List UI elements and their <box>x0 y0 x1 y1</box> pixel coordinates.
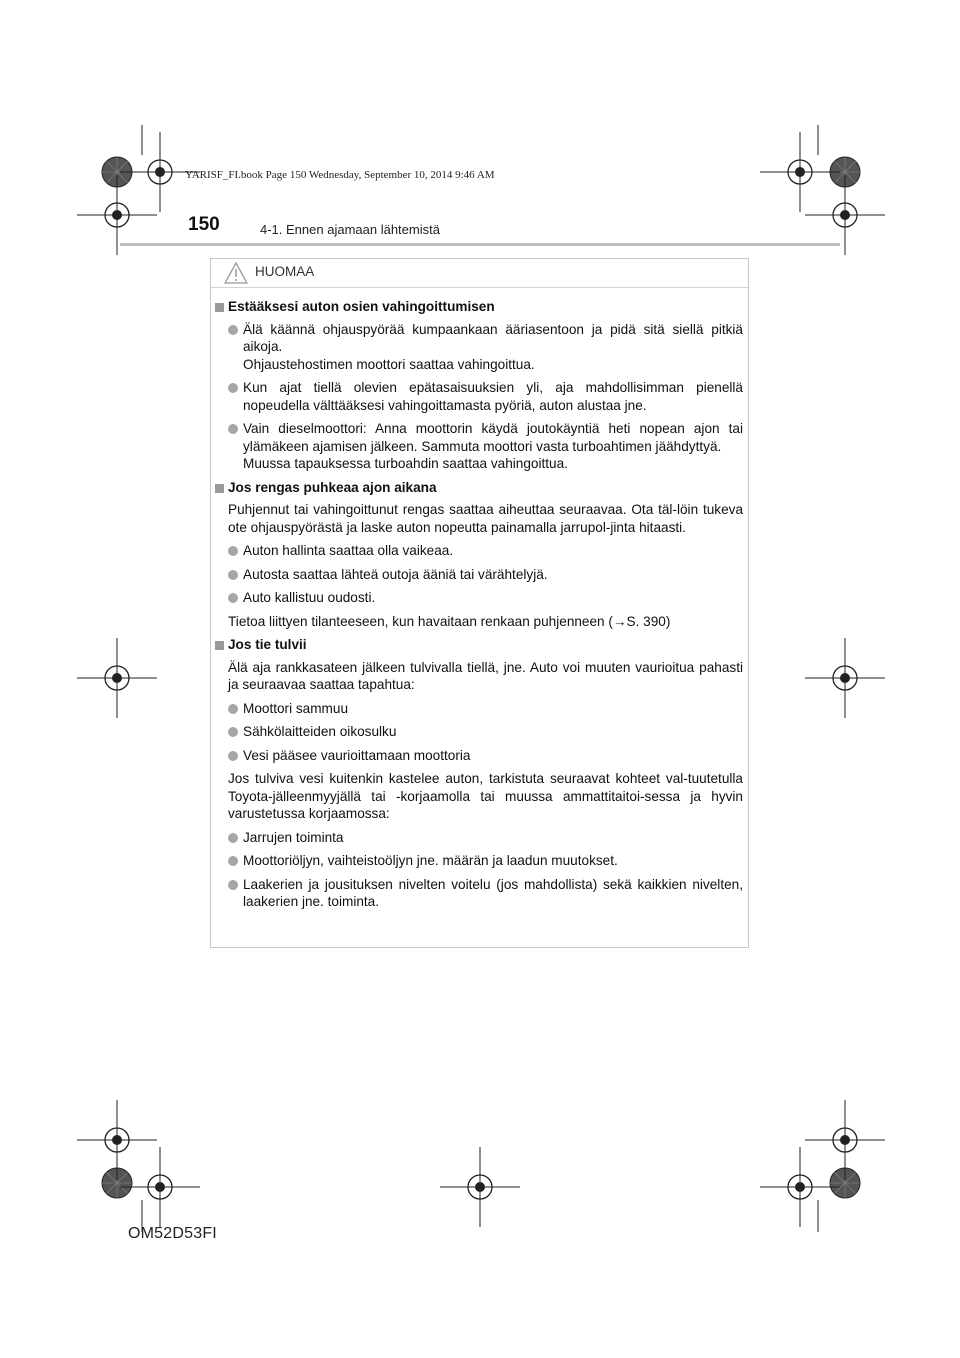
list-item <box>215 542 743 560</box>
section-title: 4-1. Ennen ajamaan lähtemistä <box>260 222 440 237</box>
list-item-text: Ohjaustehostimen moottori saattaa vahingoittua. <box>243 356 535 372</box>
paragraph: Jos tulviva vesi kuitenkin kastelee auton, tarkistuta seuraavat kohteet val-tuutetulla Toyota-jälleenmyyjällä tai -korjaamolla tai muussa ammattitaitoi-sessa ja hyvin varustetussa korjaamossa: <box>228 771 743 821</box>
list-item <box>215 829 743 847</box>
paragraph: Tietoa liittyen tilanteeseen, kun havaitaan renkaan puhjenneen (→S. 390) <box>228 613 671 629</box>
list-item-text: Vesi pääsee vaurioittamaan moottoria <box>243 747 471 763</box>
list-item-text: Moottori sammuu <box>243 700 349 716</box>
footer-document-code: OM52D53FI <box>128 1225 217 1242</box>
notice-header-divider <box>211 287 748 288</box>
section-heading-flooded-road: Jos tie tulvii <box>215 636 743 654</box>
list-item <box>215 321 743 374</box>
paragraph: Puhjennut tai vahingoittunut rengas saattaa aiheuttaa seuraavaa. Ota täl-löin tukeva ote ohjauspyörästä ja laske auton nopeutta painamalla jarrupol-jinta hitaasti. <box>228 502 743 535</box>
list-item <box>215 566 743 584</box>
list-item <box>215 700 743 718</box>
list-item-text: Muussa tapauksessa turboahdin saattaa vahingoittua. <box>243 456 568 471</box>
list-item <box>215 589 743 607</box>
list-item-text: Sähkölaitteiden oikosulku <box>243 724 397 739</box>
header-rule <box>120 243 840 246</box>
list-item <box>215 876 743 911</box>
list-item-text: Vain dieselmoottori: Anna moottorin käydä joutokäyntiä heti nopean ajon tai ylämäkeen ajamisen jälkeen. Sammuta moottori vasta turboahtimen jäähdyttyä. <box>243 421 743 454</box>
list-item <box>215 747 743 765</box>
list-item-text: Laakerien ja jousituksen nivelten voitelu (jos mahdollista) sekä kaikkien nivelten, laakerien jne. toiminta. <box>243 876 743 909</box>
list-item <box>215 852 743 870</box>
warning-triangle-icon <box>224 262 248 284</box>
list-item-text: Auto kallistuu oudosti. <box>243 590 376 605</box>
list-item <box>215 379 743 414</box>
list-item-text: Auton hallinta saattaa olla vaikeaa. <box>243 543 454 558</box>
list-item-text: Autosta saattaa lähteä outoja ääniä tai värähtelyjä. <box>243 566 548 582</box>
section-heading-damage: Estääksesi auton osien vahingoittumisen <box>215 298 743 316</box>
notice-content <box>215 298 743 917</box>
list-item <box>215 723 743 741</box>
list-item-text: Kun ajat tiellä olevien epätasaisuuksien yli, aja mahdollisimman pienellä nopeudella välttääksesi vahingoittamasta pyöriä, auton alustaa jne. <box>243 380 743 413</box>
list-item <box>215 420 743 473</box>
book-info-line: YARISF_FI.book Page 150 Wednesday, September 10, 2014 9:46 AM <box>185 169 495 181</box>
notice-title: HUOMAA <box>255 264 315 279</box>
list-item-text: Älä käännä ohjauspyörää kumpaankaan ääriasentoon ja pidä sitä siellä pitkiä aikoja. <box>243 321 743 354</box>
list-item-text: Jarrujen toiminta <box>243 829 344 845</box>
list-item-text: Moottoriöljyn, vaihteistoöljyn jne. määrän ja laadun muutokset. <box>243 853 618 868</box>
paragraph: Älä aja rankkasateen jälkeen tulvivalla tiellä, jne. Auto voi muuten vaurioitua pahasti ja seuraavaa saattaa tapahtua: <box>228 659 743 692</box>
section-heading-flat-tire: Jos rengas puhkeaa ajon aikana <box>215 479 743 497</box>
page-number: 150 <box>188 214 220 235</box>
